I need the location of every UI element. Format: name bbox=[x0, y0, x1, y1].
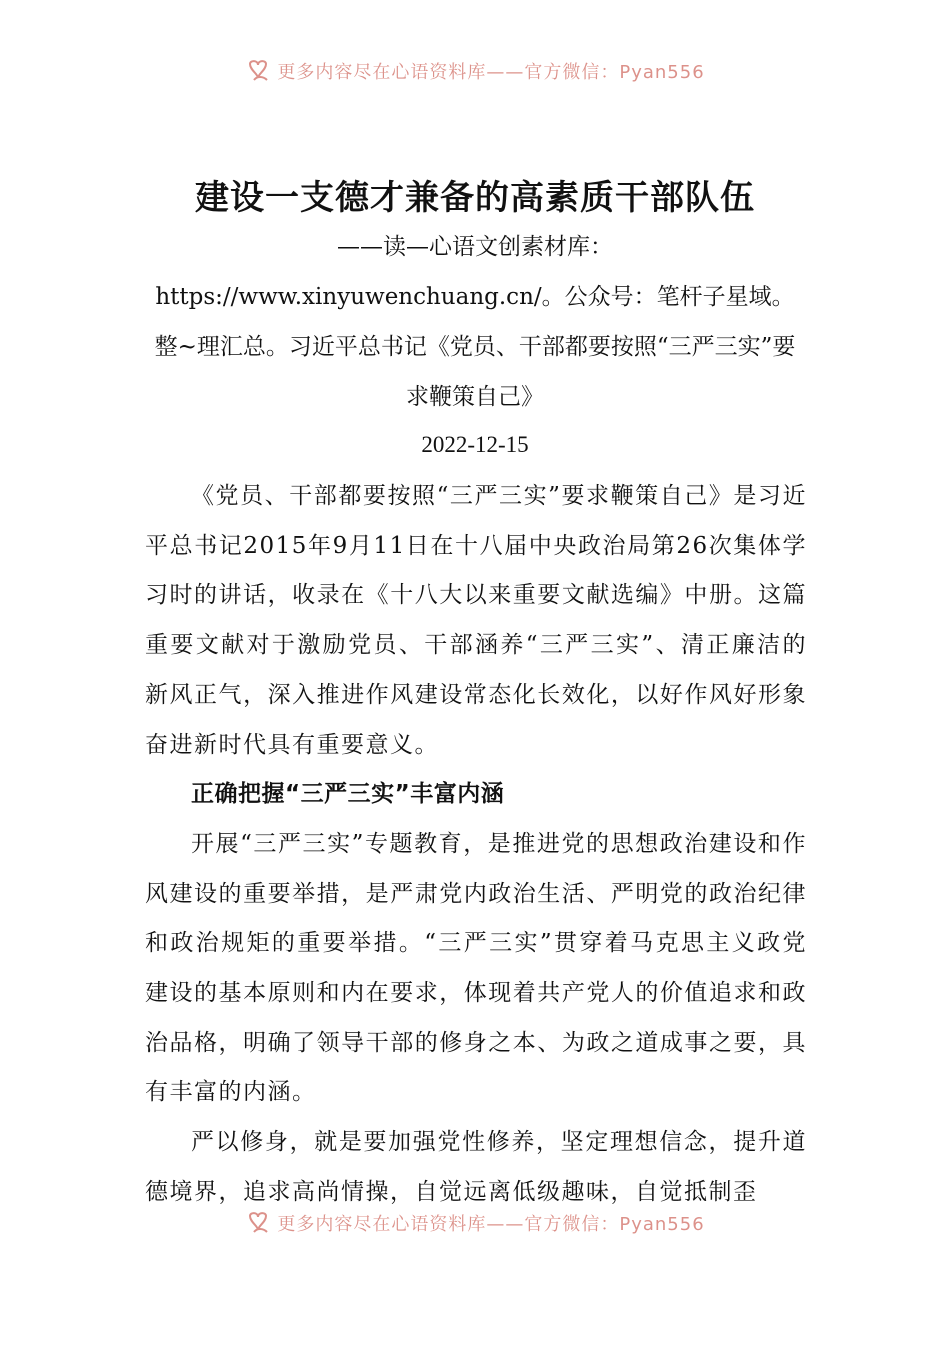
section-paragraph-2: 严以修身，就是要加强党性修养，坚定理想信念，提升道德境界，追求高尚情操，自觉远离低级趣味，自觉抵制歪 bbox=[145, 1129, 807, 1205]
watermark-logo-icon bbox=[245, 1210, 271, 1236]
intro-paragraph: 《党员、干部都要按照“三严三实”要求鞭策自己》是习近平总书记2015年9月11日在十八届中央政治局第26次集体学习时的讲话，收录在《十八大以来重要文献选编》中册。这篇重要文献对于激励党员、干部涵养“三严三实”、清正廉洁的新风正气，深入推进作风建设常态化长效化，以好作风好形象奋进新时代具有重要意义。 bbox=[145, 483, 807, 758]
section-paragraph-1: 开展“三严三实”专题教育，是推进党的思想政治建设和作风建设的重要举措，是严肃党内政治生活、严明党的政治纪律和政治规矩的重要举措。“三严三实”贯穿着马克思主义政党建设的基本原则和内在要求，体现着共产党人的价值追求和政治品格，明确了领导干部的修身之本、为政之道成事之要，具有丰富的内涵。 bbox=[145, 830, 807, 1106]
watermark-footer bbox=[0, 1208, 950, 1238]
document-subtitle: ——读—心语文创素材库：https://www.xinyuwenchuang.cn/。公众号：笔杆子星域。整~理汇总。习近平总书记《党员、干部都要按照“三严三实”要求鞭策自己》 bbox=[154, 234, 796, 410]
section-heading: 正确把握“三严三实”丰富内涵 bbox=[191, 781, 505, 808]
watermark-text: 更多内容尽在心语资料库——官方微信：Pyan556 bbox=[277, 62, 705, 83]
section-paragraph-2-clip bbox=[145, 1118, 807, 1366]
watermark-logo-icon bbox=[245, 58, 271, 84]
document-date: 2022-12-15 bbox=[421, 432, 529, 457]
watermark-header bbox=[0, 56, 950, 86]
watermark-text: 更多内容尽在心语资料库——官方微信：Pyan556 bbox=[277, 1214, 705, 1235]
document-title: 建设一支德才兼备的高素质干部队伍 bbox=[195, 178, 755, 218]
